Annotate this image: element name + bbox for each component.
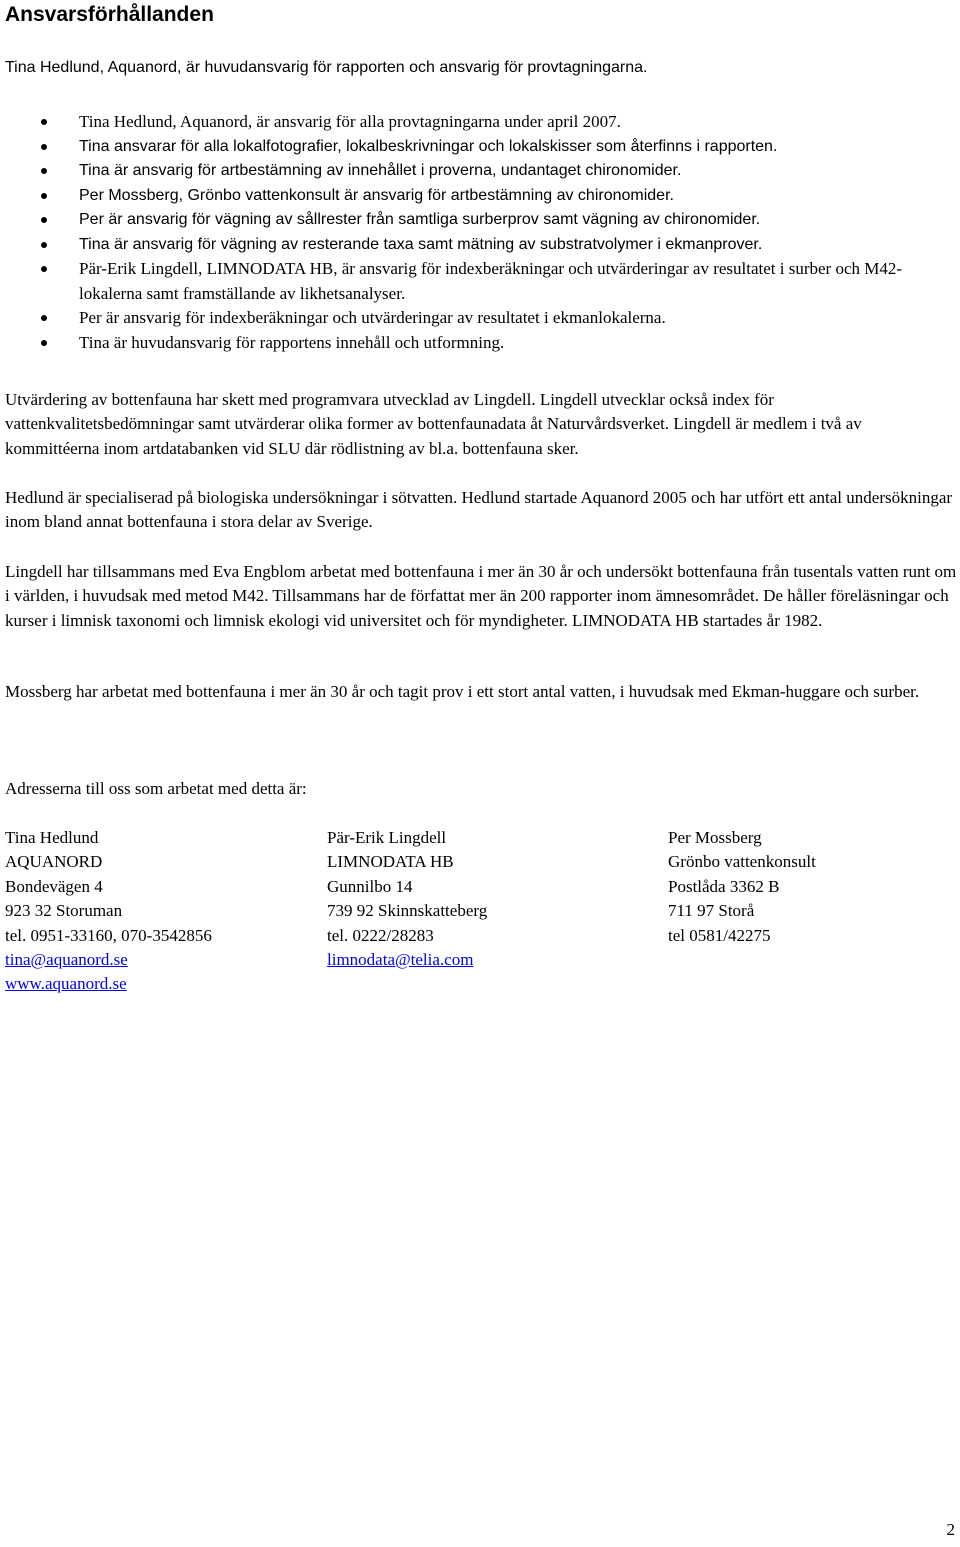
contact-phone: tel. 0951-33160, 070-3542856	[5, 925, 212, 945]
page-number: 2	[946, 1520, 955, 1539]
bullet-icon	[41, 144, 47, 150]
contact-name: Pär-Erik Lingdell	[327, 828, 447, 847]
contact-mossberg	[668, 826, 816, 948]
contact-name: Per Mossberg	[668, 828, 762, 847]
website-link[interactable]: www.aquanord.se	[5, 974, 127, 994]
bullet-icon	[41, 315, 47, 321]
list-item: Per Mossberg, Grönbo vattenkonsult är ansvarig för artbestämning av chironomider.	[5, 184, 955, 209]
contact-phone: tel. 0222/28283	[327, 925, 434, 945]
contact-org: Grönbo vattenkonsult	[668, 852, 816, 872]
contact-hedlund	[5, 826, 212, 997]
page-title: Ansvarsförhållanden	[5, 3, 214, 26]
paragraph-mossberg: Mossberg har arbetat med bottenfauna i mer än 30 år och tagit prov i ett stort antal vatten, i huvudsak med Ekman-huggare och surber.	[5, 682, 920, 701]
bullet-icon	[41, 119, 47, 125]
contact-org: LIMNODATA HB	[327, 852, 454, 872]
list-item: Per är ansvarig för vägning av sållrester från samtliga surberprov samt vägning av chironomider.	[5, 208, 955, 233]
list-item: Per är ansvarig för indexberäkningar och utvärderingar av resultatet i ekmanlokalerna.	[5, 306, 955, 331]
bullet-icon	[41, 217, 47, 223]
email-link[interactable]: tina@aquanord.se	[5, 950, 128, 970]
bullet-icon	[41, 168, 47, 174]
bullet-icon	[41, 242, 47, 248]
bullet-icon	[41, 266, 47, 272]
contact-street: Gunnilbo 14	[327, 876, 413, 896]
contact-postal: 711 97 Storå	[668, 901, 755, 921]
paragraph-hedlund: Hedlund är specialiserad på biologiska undersökningar i sötvatten. Hedlund startade Aquanord 2005 och har utfört ett antal undersökningar inom bland annat bottenfauna i stora delar av Sverige.	[5, 488, 953, 532]
list-item: Pär-Erik Lingdell, LIMNODATA HB, är ansvarig för indexberäkningar och utvärderingar av resultatet i surber och M42-lokalerna samt framställande av likhetsanalyser.	[5, 257, 955, 306]
responsibility-list	[5, 110, 955, 355]
contact-name: Tina Hedlund	[5, 828, 99, 847]
list-item: Tina är ansvarig för artbestämning av innehållet i proverna, undantaget chironomider.	[5, 159, 955, 184]
list-item: Tina Hedlund, Aquanord, är ansvarig för alla provtagningarna under april 2007.	[5, 110, 955, 135]
list-item: Tina ansvarar för alla lokalfotografier, lokalbeskrivningar och lokalskisser som återfinns i rapporten.	[5, 135, 955, 160]
contact-postal: 923 32 Storuman	[5, 901, 123, 921]
email-link[interactable]: limnodata@telia.com	[327, 950, 474, 970]
paragraph-evaluation: Utvärdering av bottenfauna har skett med programvara utvecklad av Lingdell. Lingdell utvecklar också index för vattenkvalitetsbedömningar samt utvärderar olika former av bottenfaunadata åt Naturvårdsverket. Lingdell är medlem i två av kommittéerna inom artdatabanken vid SLU där rödlistning av bl.a. bottenfauna sker.	[5, 390, 862, 458]
contact-street: Postlåda 3362 B	[668, 876, 780, 896]
list-item: Tina är ansvarig för vägning av resterande taxa samt mätning av substratvolymer i ekmanprover.	[5, 233, 955, 258]
address-intro: Adresserna till oss som arbetat med detta är:	[5, 779, 307, 798]
contact-street: Bondevägen 4	[5, 876, 103, 896]
contact-phone: tel 0581/42275	[668, 925, 771, 945]
contact-lingdell	[327, 826, 487, 972]
bullet-icon	[41, 193, 47, 199]
paragraph-lingdell: Lingdell har tillsammans med Eva Engblom arbetat med bottenfauna i mer än 30 år och undersökt bottenfauna från tusentals vatten runt om i världen, i huvudsak med metod M42. Tillsammans har de författat mer än 200 rapporter inom ämnesområdet. De håller föreläsningar och kurser i limnisk taxonomi och limnisk ekologi vid universitet och för myndigheter. LIMNODATA HB startades år 1982.	[5, 562, 957, 630]
list-item: Tina är huvudansvarig för rapportens innehåll och utformning.	[5, 331, 955, 356]
intro-paragraph: Tina Hedlund, Aquanord, är huvudansvarig för rapporten och ansvarig för provtagningarna.	[5, 59, 648, 76]
contact-org: AQUANORD	[5, 852, 103, 872]
bullet-icon	[41, 340, 47, 346]
contact-postal: 739 92 Skinnskatteberg	[327, 901, 488, 921]
